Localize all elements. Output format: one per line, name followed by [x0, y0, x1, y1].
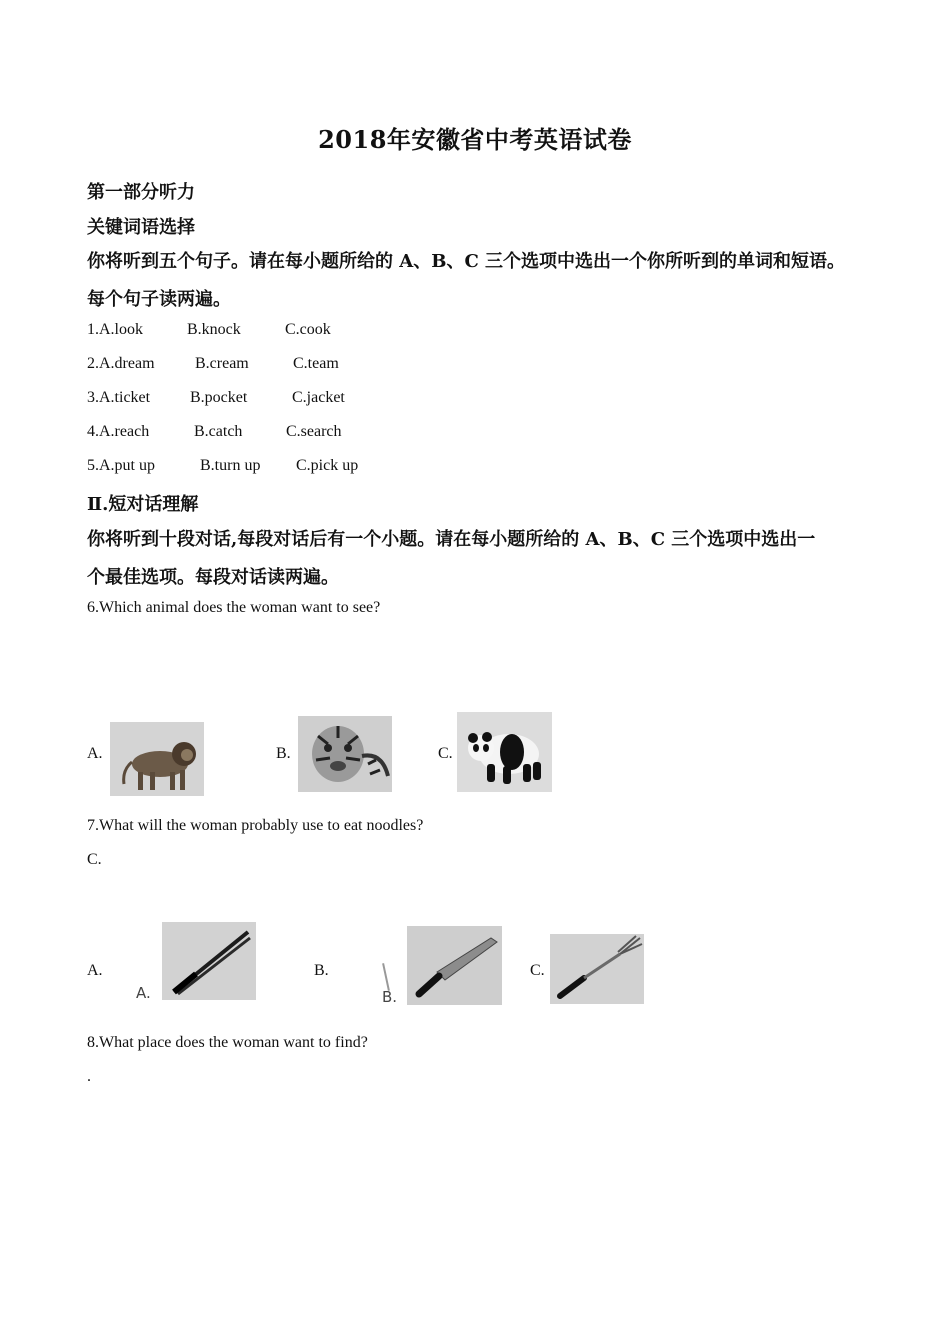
q6-option-a-label: A. — [87, 745, 103, 762]
list-item: 5.A.put up B.turn up C.pick up — [87, 457, 359, 474]
q7-picture-letter-a: A. — [136, 984, 151, 1002]
section1-instruction-line2: 每个句子读两遍。 — [87, 289, 231, 310]
panda-image — [457, 712, 552, 792]
q7-option-b-label: B. — [314, 962, 329, 979]
lion-image — [110, 722, 204, 796]
scan-mark — [382, 963, 390, 991]
tiger-image — [298, 716, 392, 792]
section2-instruction-line2: 个最佳选项。每段对话读两遍。 — [87, 567, 339, 588]
fork-image — [550, 934, 644, 1004]
list-item: 3.A.ticket B.pocket C.jacket — [87, 389, 345, 406]
section1-instruction-line1: 你将听到五个句子。请在每小题所给的 A、B、C 三个选项中选出一个你所听到的单词和短语。 — [87, 251, 846, 272]
question-7-note: C. — [87, 851, 102, 868]
question-6: 6.Which animal does the woman want to see? — [87, 599, 381, 616]
section2-instruction-line1: 你将听到十段对话,每段对话后有一个小题。请在每小题所给的 A、B、C 三个选项中选出一 — [87, 529, 816, 550]
q7-option-c-label: C. — [530, 962, 545, 979]
list-item: 1.A.look B.knock C.cook — [87, 321, 331, 338]
knife-image — [407, 926, 502, 1005]
part1-heading: 第一部分听力 — [87, 182, 195, 203]
list-item: 2.A.dream B.cream C.team — [87, 355, 339, 372]
list-item: 4.A.reach B.catch C.search — [87, 423, 342, 440]
question-8: 8.What place does the woman want to find? — [87, 1034, 368, 1051]
q6-option-b-label: B. — [276, 745, 291, 762]
q7-picture-letter-b: B. — [382, 988, 398, 1006]
q6-option-c-label: C. — [438, 745, 453, 762]
q7-option-a-label: A. — [87, 962, 103, 979]
page-title: 2018年安徽省中考英语试卷 — [318, 125, 632, 154]
question-8-placeholder: . — [87, 1068, 91, 1085]
section1-heading: 关键词语选择 — [87, 217, 195, 238]
chopsticks-image — [162, 922, 256, 1000]
section2-heading: Ⅱ.短对话理解 — [87, 494, 199, 515]
question-7: 7.What will the woman probably use to eat noodles? — [87, 817, 424, 834]
